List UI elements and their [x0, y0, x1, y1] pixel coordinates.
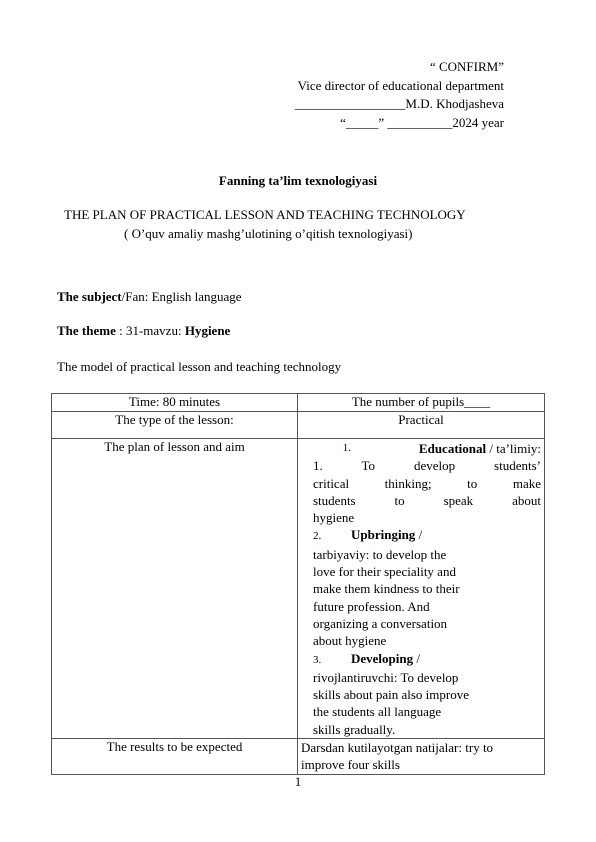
subject-title: Fanning ta’lim texnologiyasi	[218, 173, 378, 188]
results-cell	[298, 739, 545, 775]
aim-line: hygiene	[313, 510, 355, 526]
confirm-heading: “ CONFIRM”	[429, 59, 504, 74]
aim-heading-upbringing: 2. Upbringing /	[313, 527, 423, 543]
theme-line	[57, 323, 230, 339]
aim-line: make them kindness to their	[313, 581, 460, 597]
aim-line: skills gradually.	[313, 721, 396, 737]
lesson-plan-table	[51, 393, 545, 775]
type-value-cell: Practical	[298, 412, 545, 439]
page-number: 1	[294, 774, 302, 789]
plan-title: THE PLAN OF PRACTICAL LESSON AND TEACHING TECHNOLOGY	[64, 207, 466, 222]
results-label-cell: The results to be expected	[52, 739, 298, 775]
aim-heading-developing: 3. Developing /	[313, 650, 420, 666]
plan-subtitle: ( O’quv amaliy mashg’ulotining o’qitish texnologiyasi)	[124, 226, 413, 241]
table-row	[52, 439, 545, 739]
table-row	[52, 739, 545, 775]
approval-block	[295, 58, 504, 132]
aim-line: organizing a conversation	[313, 615, 448, 631]
table-row	[52, 412, 545, 439]
aim-label-cell: The plan of lesson and aim	[52, 439, 298, 739]
pupils-cell: The number of pupils____	[298, 394, 545, 412]
aim-line: skills about pain also improve	[313, 687, 469, 703]
aim-line: about hygiene	[313, 633, 387, 649]
aim-line: the students all language	[313, 704, 442, 720]
aim-heading-educational: 1. Educational / ta’limiy:	[342, 441, 541, 456]
subject-line	[57, 289, 242, 305]
subject-value: /Fan: English language	[121, 289, 242, 304]
type-label-cell: The type of the lesson:	[52, 412, 298, 439]
aim-line: rivojlantiruvchi: To develop	[313, 669, 459, 685]
time-cell: Time: 80 minutes	[52, 394, 298, 412]
aim-line: tarbiyaviy: to develop the	[313, 546, 447, 562]
aims-cell	[298, 439, 545, 739]
theme-value: Hygiene	[184, 323, 231, 338]
aim-line: students to speak about	[313, 492, 541, 508]
results-line: improve four skills	[301, 757, 400, 773]
signature-line: _________________M.D. Khodjasheva	[294, 96, 504, 111]
subject-label: The subject	[57, 289, 122, 304]
theme-label: The theme	[57, 323, 116, 338]
aim-line: love for their speciality and	[313, 564, 456, 580]
aim-line: critical thinking; to make	[313, 475, 541, 491]
aim-line: future profession. And	[313, 598, 430, 614]
approver-position: Vice director of educational department	[297, 77, 504, 93]
table-row	[52, 394, 545, 412]
date-line: “_____” __________2024 year	[340, 114, 504, 130]
results-line: Darsdan kutilayotgan natijalar: try to	[301, 740, 494, 756]
theme-topic: : 31-mavzu:	[115, 323, 185, 338]
aim-line: 1. To develop students’	[313, 458, 541, 474]
model-line: The model of practical lesson and teaching technology	[57, 359, 342, 374]
